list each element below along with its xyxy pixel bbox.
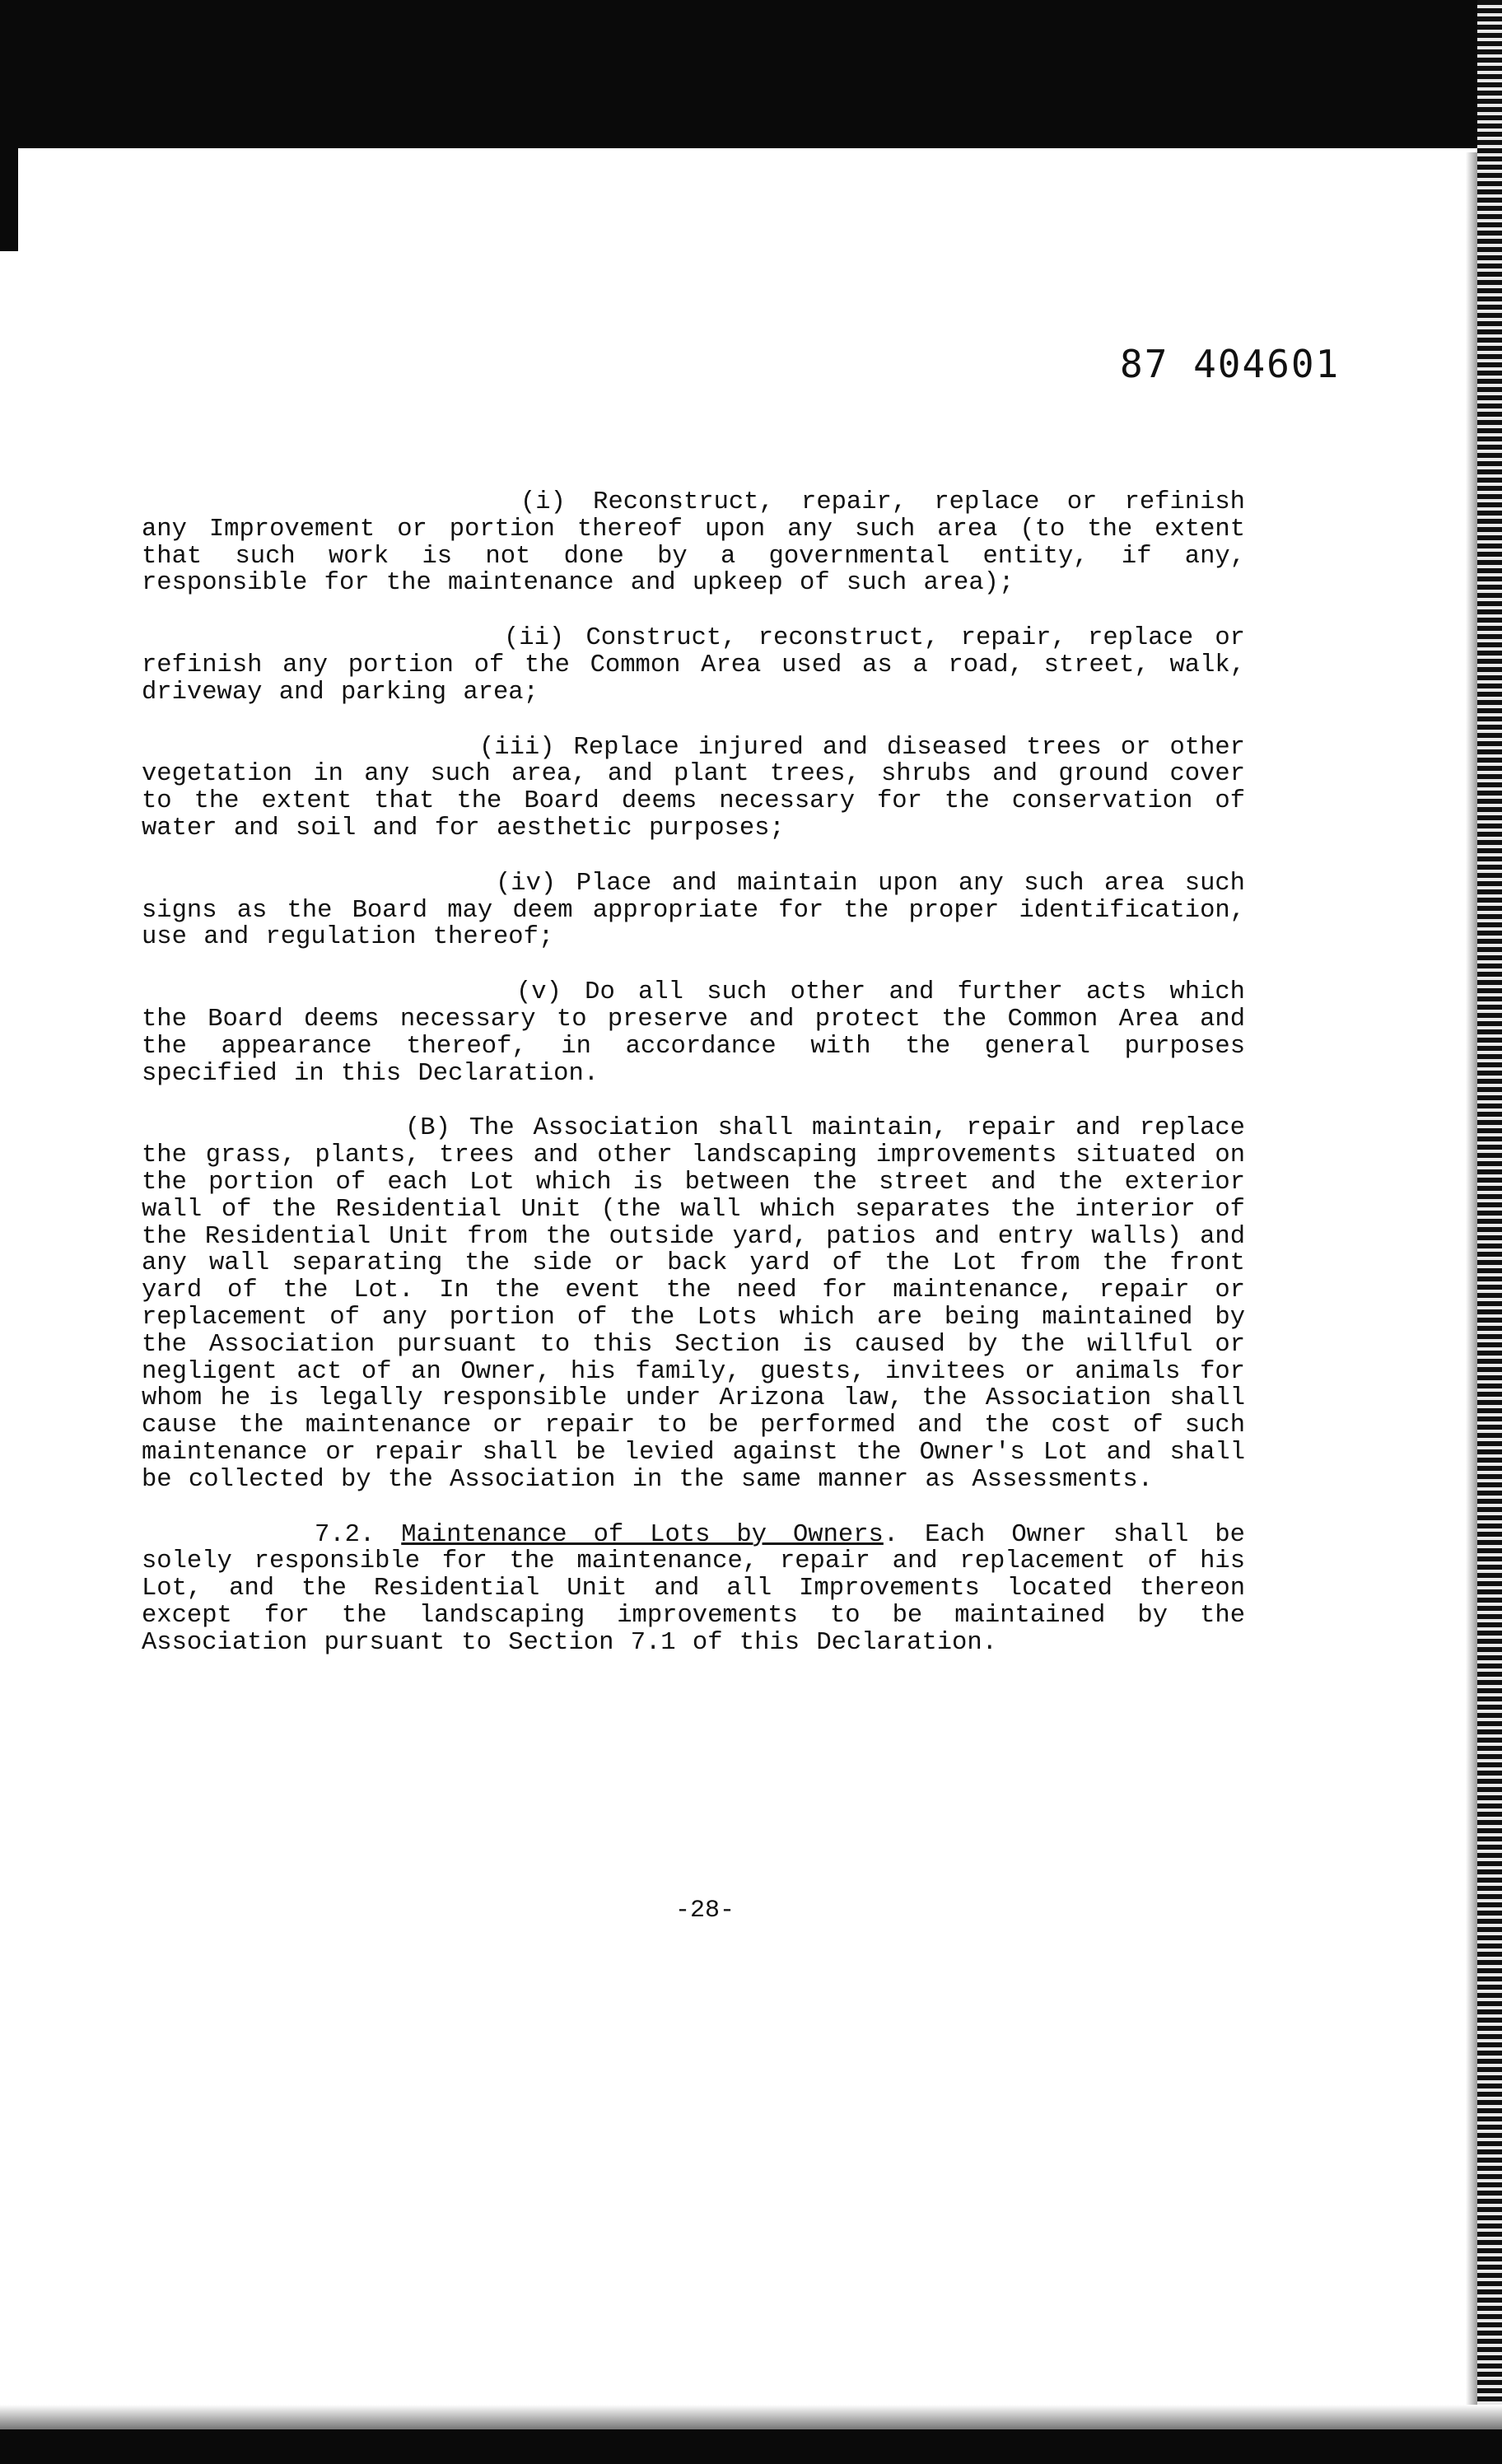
scan-border-top: [0, 0, 1502, 152]
paragraph-v: (v) Do all such other and further acts which the Board deems necessary to preserve and protect the Common Area and the appearance thereof, in accordance with the general purposes specified in this Declaration.: [142, 978, 1245, 1088]
paragraph-iv: (iv) Place and maintain upon any such area such signs as the Board may deem appropriate for the proper identification, use and regulation thereof;: [142, 869, 1245, 952]
scan-shadow-right: [1466, 152, 1477, 2464]
paragraph-iii: (iii) Replace injured and diseased trees or other vegetation in any such area, and plant trees, shrubs and ground cover to the extent that the Board deems necessary for the conservation of water and soil and for aesthetic purposes;: [142, 733, 1245, 842]
paragraph-ii: (ii) Construct, reconstruct, repair, replace or refinish any portion of the Common Area used as a road, street, walk, driveway and parking area;: [142, 624, 1245, 707]
section-number: 7.2.: [315, 1520, 376, 1549]
scan-border-left: [0, 152, 18, 251]
paragraph-b: (B) The Association shall maintain, repair and replace the grass, plants, trees and other landscaping improvements situated on the portion of each Lot which is between the street and the exterior wall of the Residential Unit (the wall which separates the interior of the Residential Unit from the outside yard, patios and entry walls) and any wall separating the side or back yard of the Lot from the front yard of the Lot. In the event the need for maintenance, repair or replacement of any portion of the Lots which are being maintained by the Association pursuant to this Section is caused by the willful or negligent act of an Owner, his family, guests, invitees or animals for whom he is legally responsible under Arizona law, the Association shall cause the maintenance or repair to be performed and the cost of such maintenance or repair shall be levied against the Owner's Lot and shall be collected by the Association in the same manner as Assessments.: [142, 1114, 1245, 1494]
section-text: . Each Owner shall be solely responsible for the maintenance, repair and replacement of his Lot, and the Residential Unit and all Improvements located thereon except for the landscaping improvements to be maintained by the Association pursuant to Section 7.1 of this Declaration.: [142, 1520, 1245, 1657]
scan-border-bottom: [0, 2429, 1502, 2464]
scan-border-top-edge: [18, 148, 1484, 160]
scan-shadow-bottom: [0, 2405, 1502, 2429]
paragraph-i: (i) Reconstruct, repair, replace or refinish any Improvement or portion thereof upon any such area (to the extent that such work is not done by a governmental entity, if any, responsible for the maintenance and upkeep of such area);: [142, 488, 1245, 598]
document-body: [142, 489, 1245, 1684]
section-7-2: [142, 1522, 1245, 1657]
page-number: -28-: [675, 1897, 735, 1925]
section-heading: Maintenance of Lots by Owners: [401, 1520, 884, 1549]
document-recording-number: 87 404601: [1120, 342, 1341, 386]
scan-border-right: [1477, 0, 1502, 2464]
